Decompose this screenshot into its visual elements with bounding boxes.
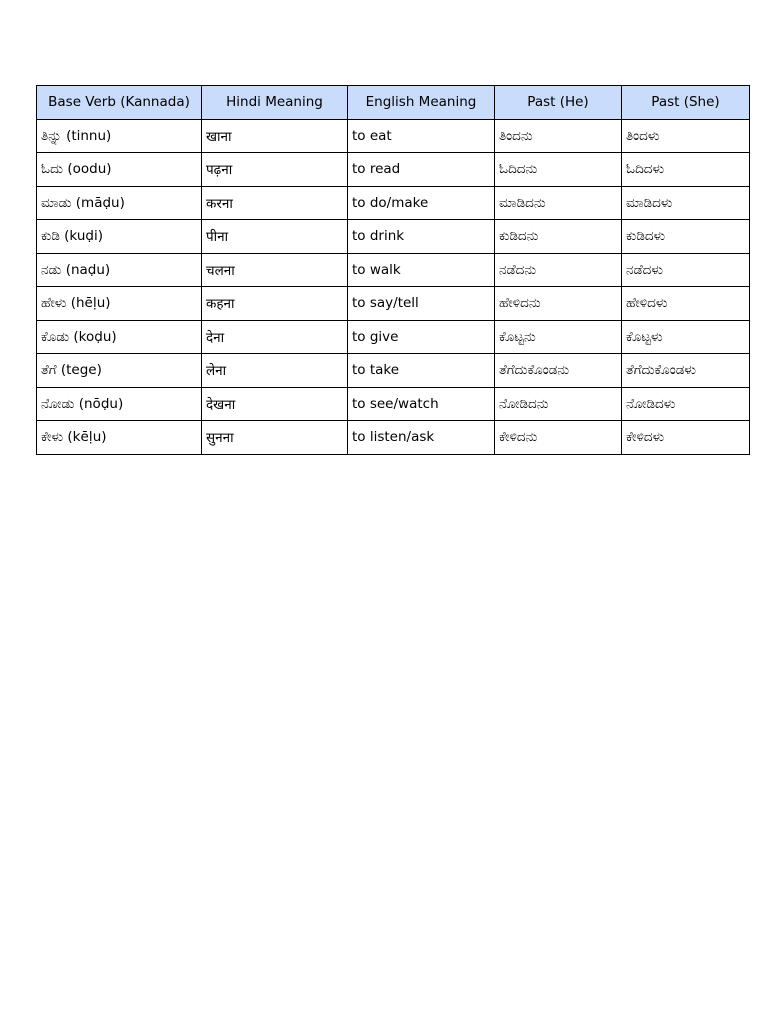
cell-past-she: ಕುಡಿದಳು (622, 220, 750, 254)
header-english-meaning: English Meaning (348, 86, 495, 120)
table-header (37, 86, 750, 120)
cell-past-he: ತಿಂದನು (495, 119, 622, 153)
cell-past-she: ತೆಗೆದುಕೊಂಡಳು (622, 354, 750, 388)
cell-base-verb: ತಿನ್ನು (tinnu) (37, 119, 202, 153)
cell-hindi-meaning: सुनना (202, 421, 348, 455)
cell-english-meaning: to walk (348, 253, 495, 287)
cell-past-she: ಹೇಳಿದಳು (622, 287, 750, 321)
cell-past-she: ಮಾಡಿದಳು (622, 186, 750, 220)
table-row (37, 153, 750, 187)
cell-base-verb: ಓದು (oodu) (37, 153, 202, 187)
cell-base-verb: ಕೊಡು (koḍu) (37, 320, 202, 354)
header-row (37, 86, 750, 120)
table-row (37, 220, 750, 254)
table-row (37, 421, 750, 455)
cell-past-he: ಕೊಟ್ಟನು (495, 320, 622, 354)
cell-english-meaning: to say/tell (348, 287, 495, 321)
header-hindi-meaning: Hindi Meaning (202, 86, 348, 120)
verb-conjugation-table (36, 85, 750, 455)
cell-past-he: ಕೇಳಿದನು (495, 421, 622, 455)
cell-hindi-meaning: लेना (202, 354, 348, 388)
cell-base-verb: ಹೇಳು (hēḷu) (37, 287, 202, 321)
cell-english-meaning: to read (348, 153, 495, 187)
cell-past-he: ತೆಗೆದುಕೊಂಡನು (495, 354, 622, 388)
cell-past-he: ಮಾಡಿದನು (495, 186, 622, 220)
table-row (37, 354, 750, 388)
table-row (37, 387, 750, 421)
table-row (37, 186, 750, 220)
cell-base-verb: ಮಾಡು (māḍu) (37, 186, 202, 220)
cell-english-meaning: to see/watch (348, 387, 495, 421)
header-base-verb: Base Verb (Kannada) (37, 86, 202, 120)
header-past-she: Past (She) (622, 86, 750, 120)
header-past-he: Past (He) (495, 86, 622, 120)
cell-hindi-meaning: देना (202, 320, 348, 354)
cell-hindi-meaning: करना (202, 186, 348, 220)
cell-hindi-meaning: चलना (202, 253, 348, 287)
cell-past-he: ನಡೆದನು (495, 253, 622, 287)
table-body (37, 119, 750, 454)
cell-base-verb: ತೆಗೆ (tege) (37, 354, 202, 388)
cell-hindi-meaning: देखना (202, 387, 348, 421)
cell-past-he: ಕುಡಿದನು (495, 220, 622, 254)
cell-base-verb: ನಡು (naḍu) (37, 253, 202, 287)
cell-past-she: ನಡೆದಳು (622, 253, 750, 287)
cell-base-verb: ಕುಡಿ (kuḍi) (37, 220, 202, 254)
cell-english-meaning: to drink (348, 220, 495, 254)
cell-past-she: ನೋಡಿದಳು (622, 387, 750, 421)
cell-hindi-meaning: पढ़ना (202, 153, 348, 187)
cell-hindi-meaning: कहना (202, 287, 348, 321)
cell-hindi-meaning: पीना (202, 220, 348, 254)
cell-past-she: ಕೊಟ್ಟಳು (622, 320, 750, 354)
cell-past-he: ಹೇಳಿದನು (495, 287, 622, 321)
cell-past-she: ತಿಂದಳು (622, 119, 750, 153)
cell-english-meaning: to do/make (348, 186, 495, 220)
cell-base-verb: ನೋಡು (nōḍu) (37, 387, 202, 421)
table-row (37, 287, 750, 321)
cell-hindi-meaning: खाना (202, 119, 348, 153)
cell-past-she: ಓದಿದಳು (622, 153, 750, 187)
cell-past-she: ಕೇಳಿದಳು (622, 421, 750, 455)
cell-english-meaning: to eat (348, 119, 495, 153)
cell-base-verb: ಕೇಳು (kēḷu) (37, 421, 202, 455)
cell-english-meaning: to take (348, 354, 495, 388)
cell-past-he: ನೋಡಿದನು (495, 387, 622, 421)
table-row (37, 320, 750, 354)
table-row (37, 253, 750, 287)
cell-english-meaning: to give (348, 320, 495, 354)
cell-past-he: ಓದಿದನು (495, 153, 622, 187)
cell-english-meaning: to listen/ask (348, 421, 495, 455)
table-row (37, 119, 750, 153)
